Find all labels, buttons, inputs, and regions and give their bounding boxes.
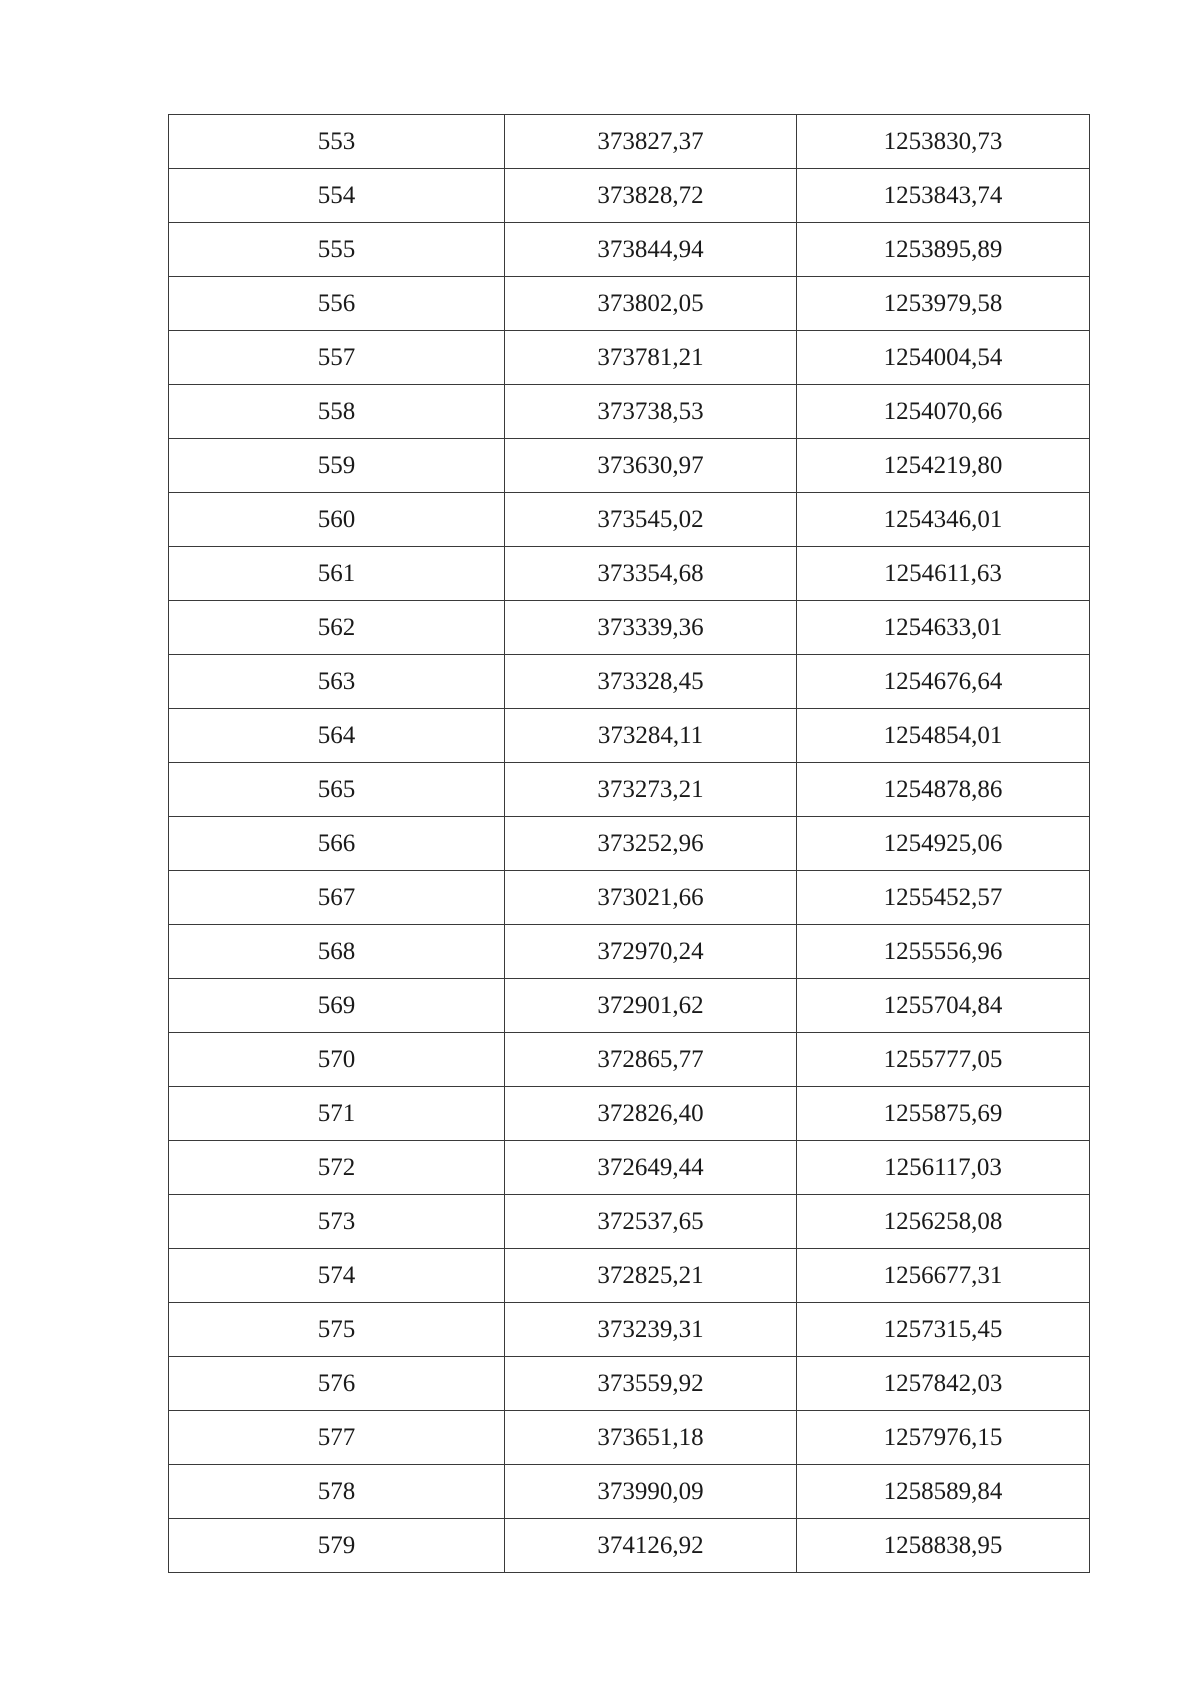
table-row	[169, 1087, 1090, 1141]
table-row	[169, 817, 1090, 871]
point-number-cell: 571	[169, 1087, 505, 1141]
x-coordinate-cell: 374126,92	[505, 1519, 797, 1573]
x-coordinate-cell: 373252,96	[505, 817, 797, 871]
x-coordinate-cell: 373328,45	[505, 655, 797, 709]
point-number-cell: 557	[169, 331, 505, 385]
table-row	[169, 115, 1090, 169]
point-number-cell: 575	[169, 1303, 505, 1357]
table-row	[169, 925, 1090, 979]
x-coordinate-cell: 373021,66	[505, 871, 797, 925]
table-row	[169, 1303, 1090, 1357]
point-number-cell: 568	[169, 925, 505, 979]
point-number-cell: 574	[169, 1249, 505, 1303]
x-coordinate-cell: 372901,62	[505, 979, 797, 1033]
y-coordinate-cell: 1253830,73	[797, 115, 1090, 169]
y-coordinate-cell: 1254070,66	[797, 385, 1090, 439]
point-number-cell: 569	[169, 979, 505, 1033]
y-coordinate-cell: 1258838,95	[797, 1519, 1090, 1573]
table-row	[169, 655, 1090, 709]
y-coordinate-cell: 1254346,01	[797, 493, 1090, 547]
point-number-cell: 579	[169, 1519, 505, 1573]
x-coordinate-cell: 372865,77	[505, 1033, 797, 1087]
table-row	[169, 169, 1090, 223]
x-coordinate-cell: 373990,09	[505, 1465, 797, 1519]
x-coordinate-cell: 373545,02	[505, 493, 797, 547]
point-number-cell: 558	[169, 385, 505, 439]
y-coordinate-cell: 1258589,84	[797, 1465, 1090, 1519]
point-number-cell: 556	[169, 277, 505, 331]
y-coordinate-cell: 1256117,03	[797, 1141, 1090, 1195]
point-number-cell: 573	[169, 1195, 505, 1249]
x-coordinate-cell: 373284,11	[505, 709, 797, 763]
point-number-cell: 578	[169, 1465, 505, 1519]
y-coordinate-cell: 1255556,96	[797, 925, 1090, 979]
y-coordinate-cell: 1254611,63	[797, 547, 1090, 601]
x-coordinate-cell: 373651,18	[505, 1411, 797, 1465]
table-row	[169, 277, 1090, 331]
table-row	[169, 1411, 1090, 1465]
x-coordinate-cell: 373844,94	[505, 223, 797, 277]
table-row	[169, 223, 1090, 277]
point-number-cell: 559	[169, 439, 505, 493]
table-row	[169, 979, 1090, 1033]
y-coordinate-cell: 1254854,01	[797, 709, 1090, 763]
table-row	[169, 1195, 1090, 1249]
x-coordinate-cell: 372826,40	[505, 1087, 797, 1141]
x-coordinate-cell: 373827,37	[505, 115, 797, 169]
point-number-cell: 570	[169, 1033, 505, 1087]
x-coordinate-cell: 373559,92	[505, 1357, 797, 1411]
point-number-cell: 555	[169, 223, 505, 277]
table-row	[169, 493, 1090, 547]
y-coordinate-cell: 1253895,89	[797, 223, 1090, 277]
x-coordinate-cell: 373273,21	[505, 763, 797, 817]
point-number-cell: 566	[169, 817, 505, 871]
x-coordinate-cell: 373781,21	[505, 331, 797, 385]
y-coordinate-cell: 1257842,03	[797, 1357, 1090, 1411]
table-row	[169, 439, 1090, 493]
y-coordinate-cell: 1254676,64	[797, 655, 1090, 709]
point-number-cell: 565	[169, 763, 505, 817]
y-coordinate-cell: 1257315,45	[797, 1303, 1090, 1357]
y-coordinate-cell: 1253979,58	[797, 277, 1090, 331]
point-number-cell: 553	[169, 115, 505, 169]
x-coordinate-cell: 373828,72	[505, 169, 797, 223]
table-body	[169, 115, 1090, 1573]
y-coordinate-cell: 1255875,69	[797, 1087, 1090, 1141]
point-number-cell: 563	[169, 655, 505, 709]
table-row	[169, 385, 1090, 439]
x-coordinate-cell: 372825,21	[505, 1249, 797, 1303]
x-coordinate-cell: 373239,31	[505, 1303, 797, 1357]
y-coordinate-cell: 1257976,15	[797, 1411, 1090, 1465]
point-number-cell: 567	[169, 871, 505, 925]
y-coordinate-cell: 1255704,84	[797, 979, 1090, 1033]
table-row	[169, 1249, 1090, 1303]
table-row	[169, 763, 1090, 817]
table-row	[169, 1465, 1090, 1519]
x-coordinate-cell: 373339,36	[505, 601, 797, 655]
x-coordinate-cell: 373354,68	[505, 547, 797, 601]
coordinates-table	[168, 114, 1090, 1573]
x-coordinate-cell: 372649,44	[505, 1141, 797, 1195]
table-row	[169, 1033, 1090, 1087]
y-coordinate-cell: 1254925,06	[797, 817, 1090, 871]
table-row	[169, 871, 1090, 925]
table-row	[169, 331, 1090, 385]
table-row	[169, 547, 1090, 601]
point-number-cell: 577	[169, 1411, 505, 1465]
y-coordinate-cell: 1253843,74	[797, 169, 1090, 223]
x-coordinate-cell: 372537,65	[505, 1195, 797, 1249]
table-row	[169, 601, 1090, 655]
x-coordinate-cell: 373630,97	[505, 439, 797, 493]
point-number-cell: 560	[169, 493, 505, 547]
point-number-cell: 561	[169, 547, 505, 601]
y-coordinate-cell: 1254004,54	[797, 331, 1090, 385]
y-coordinate-cell: 1256677,31	[797, 1249, 1090, 1303]
y-coordinate-cell: 1254878,86	[797, 763, 1090, 817]
y-coordinate-cell: 1255777,05	[797, 1033, 1090, 1087]
y-coordinate-cell: 1254633,01	[797, 601, 1090, 655]
point-number-cell: 576	[169, 1357, 505, 1411]
x-coordinate-cell: 372970,24	[505, 925, 797, 979]
table-row	[169, 709, 1090, 763]
table-row	[169, 1519, 1090, 1573]
y-coordinate-cell: 1256258,08	[797, 1195, 1090, 1249]
table-row	[169, 1141, 1090, 1195]
table-row	[169, 1357, 1090, 1411]
x-coordinate-cell: 373802,05	[505, 277, 797, 331]
point-number-cell: 554	[169, 169, 505, 223]
point-number-cell: 564	[169, 709, 505, 763]
point-number-cell: 572	[169, 1141, 505, 1195]
point-number-cell: 562	[169, 601, 505, 655]
x-coordinate-cell: 373738,53	[505, 385, 797, 439]
y-coordinate-cell: 1255452,57	[797, 871, 1090, 925]
y-coordinate-cell: 1254219,80	[797, 439, 1090, 493]
